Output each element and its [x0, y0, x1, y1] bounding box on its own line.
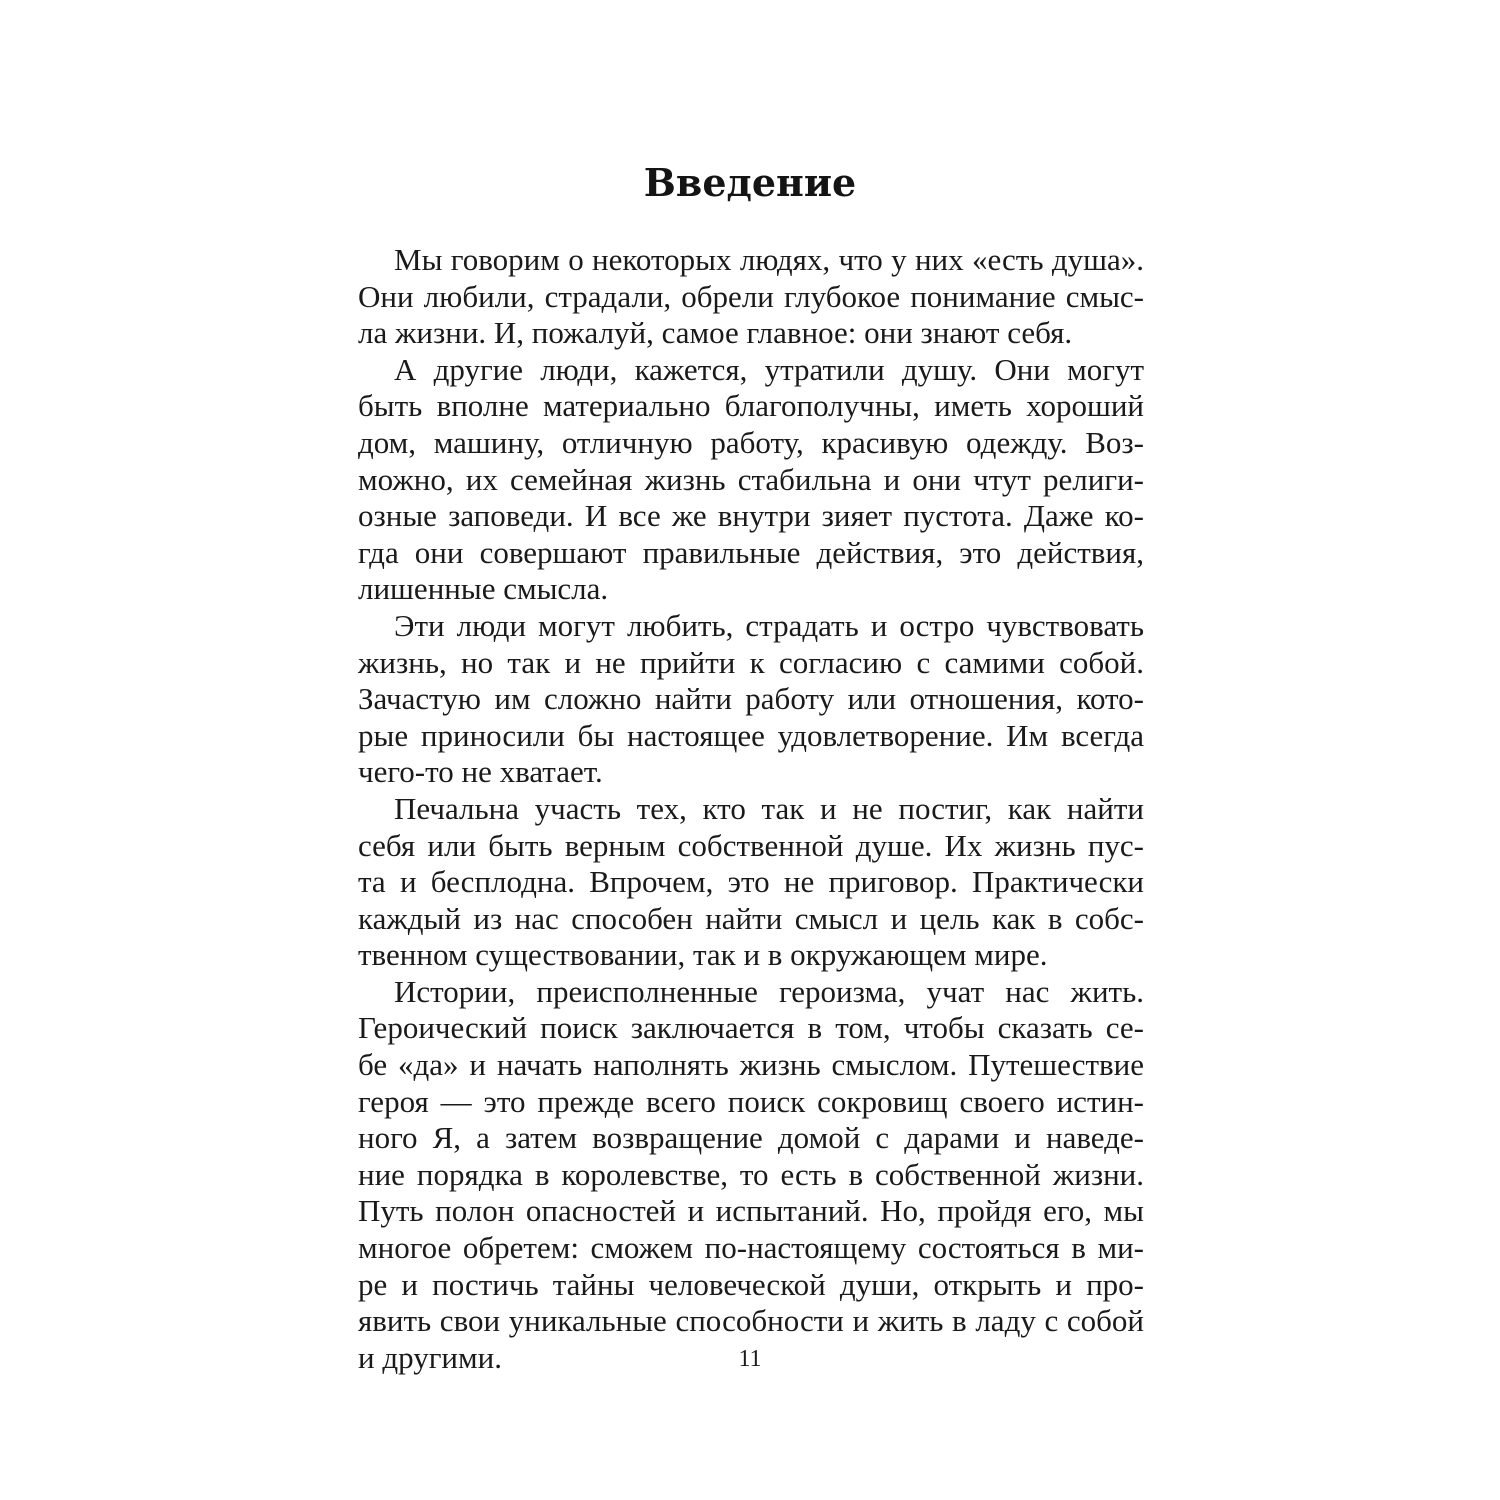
- paragraph-5: [358, 974, 1144, 1377]
- text-line: ла жизни. И, пожалуй, самое главное: они знают себя.: [358, 315, 1073, 351]
- text-line: Они любили, страдали, обрели глубокое понимание смыс-: [358, 278, 1144, 314]
- paragraph-3: [358, 608, 1144, 791]
- text-line: лишенные смысла.: [358, 571, 609, 607]
- text-line: быть вполне материально благополучны, иметь хороший: [358, 388, 1144, 424]
- chapter-title: Введение: [643, 160, 857, 205]
- text-line: А другие люди, кажется, утратили душу. Они могут: [394, 351, 1144, 387]
- page-number: 11: [738, 1346, 762, 1372]
- text-line: чего-то не хватает.: [358, 754, 603, 790]
- text-line: Эти люди могут любить, страдать и остро чувствовать: [394, 607, 1144, 643]
- text-line: можно, их семейная жизнь стабильна и они чтут религи-: [358, 461, 1144, 497]
- paragraph-1: [358, 242, 1144, 352]
- text-line: гда они совершают правильные действия, это действия,: [358, 534, 1144, 570]
- text-line: ре и постичь тайны человеческой души, открыть и про-: [358, 1266, 1144, 1302]
- text-line: Героический поиск заключается в том, чтобы сказать се-: [358, 1010, 1144, 1046]
- paragraph-4: [358, 791, 1144, 974]
- text-line: озные заповеди. И все же внутри зияет пустота. Даже ко-: [358, 498, 1144, 534]
- text-line: рые приносили бы настоящее удовлетворение. Им всегда: [358, 717, 1144, 753]
- text-line: каждый из нас способен найти смысл и цель как в собс-: [358, 900, 1144, 936]
- text-line: явить свои уникальные способности и жить в ладу с собой: [358, 1303, 1144, 1339]
- text-line: и другими.: [358, 1339, 502, 1375]
- text-line: Истории, преисполненные героизма, учат нас жить.: [394, 973, 1144, 1009]
- text-line: бе «да» и начать наполнять жизнь смыслом. Путешествие: [358, 1047, 1144, 1083]
- text-line: жизнь, но так и не прийти к согласию с самими собой.: [358, 644, 1144, 680]
- text-line: твенном существовании, так и в окружающем мире.: [358, 937, 1048, 973]
- text-line: многое обретем: сможем по-настоящему состояться в ми-: [358, 1230, 1144, 1266]
- text-line: дом, машину, отличную работу, красивую одежду. Воз-: [358, 424, 1144, 460]
- paragraph-2: [358, 352, 1144, 608]
- text-line: героя — это прежде всего поиск сокровищ своего истин-: [358, 1083, 1144, 1119]
- text-line: Путь полон опасностей и испытаний. Но, пройдя его, мы: [358, 1193, 1144, 1229]
- text-line: себя или быть верным собственной душе. Их жизнь пус-: [358, 827, 1144, 863]
- text-line: та и бесплодна. Впрочем, это не приговор. Практически: [358, 864, 1144, 900]
- text-line: ного Я, а затем возвращение домой с дарами и наведе-: [358, 1120, 1144, 1156]
- text-line: ние порядка в королевстве, то есть в собственной жизни.: [358, 1156, 1144, 1192]
- text-line: Зачастую им сложно найти работу или отношения, кото-: [358, 681, 1144, 717]
- text-line: Мы говорим о некоторых людях, что у них «есть душа».: [394, 242, 1144, 277]
- chapter-body: [358, 242, 1144, 1376]
- text-line: Печальна участь тех, кто так и не постиг, как найти: [394, 790, 1144, 826]
